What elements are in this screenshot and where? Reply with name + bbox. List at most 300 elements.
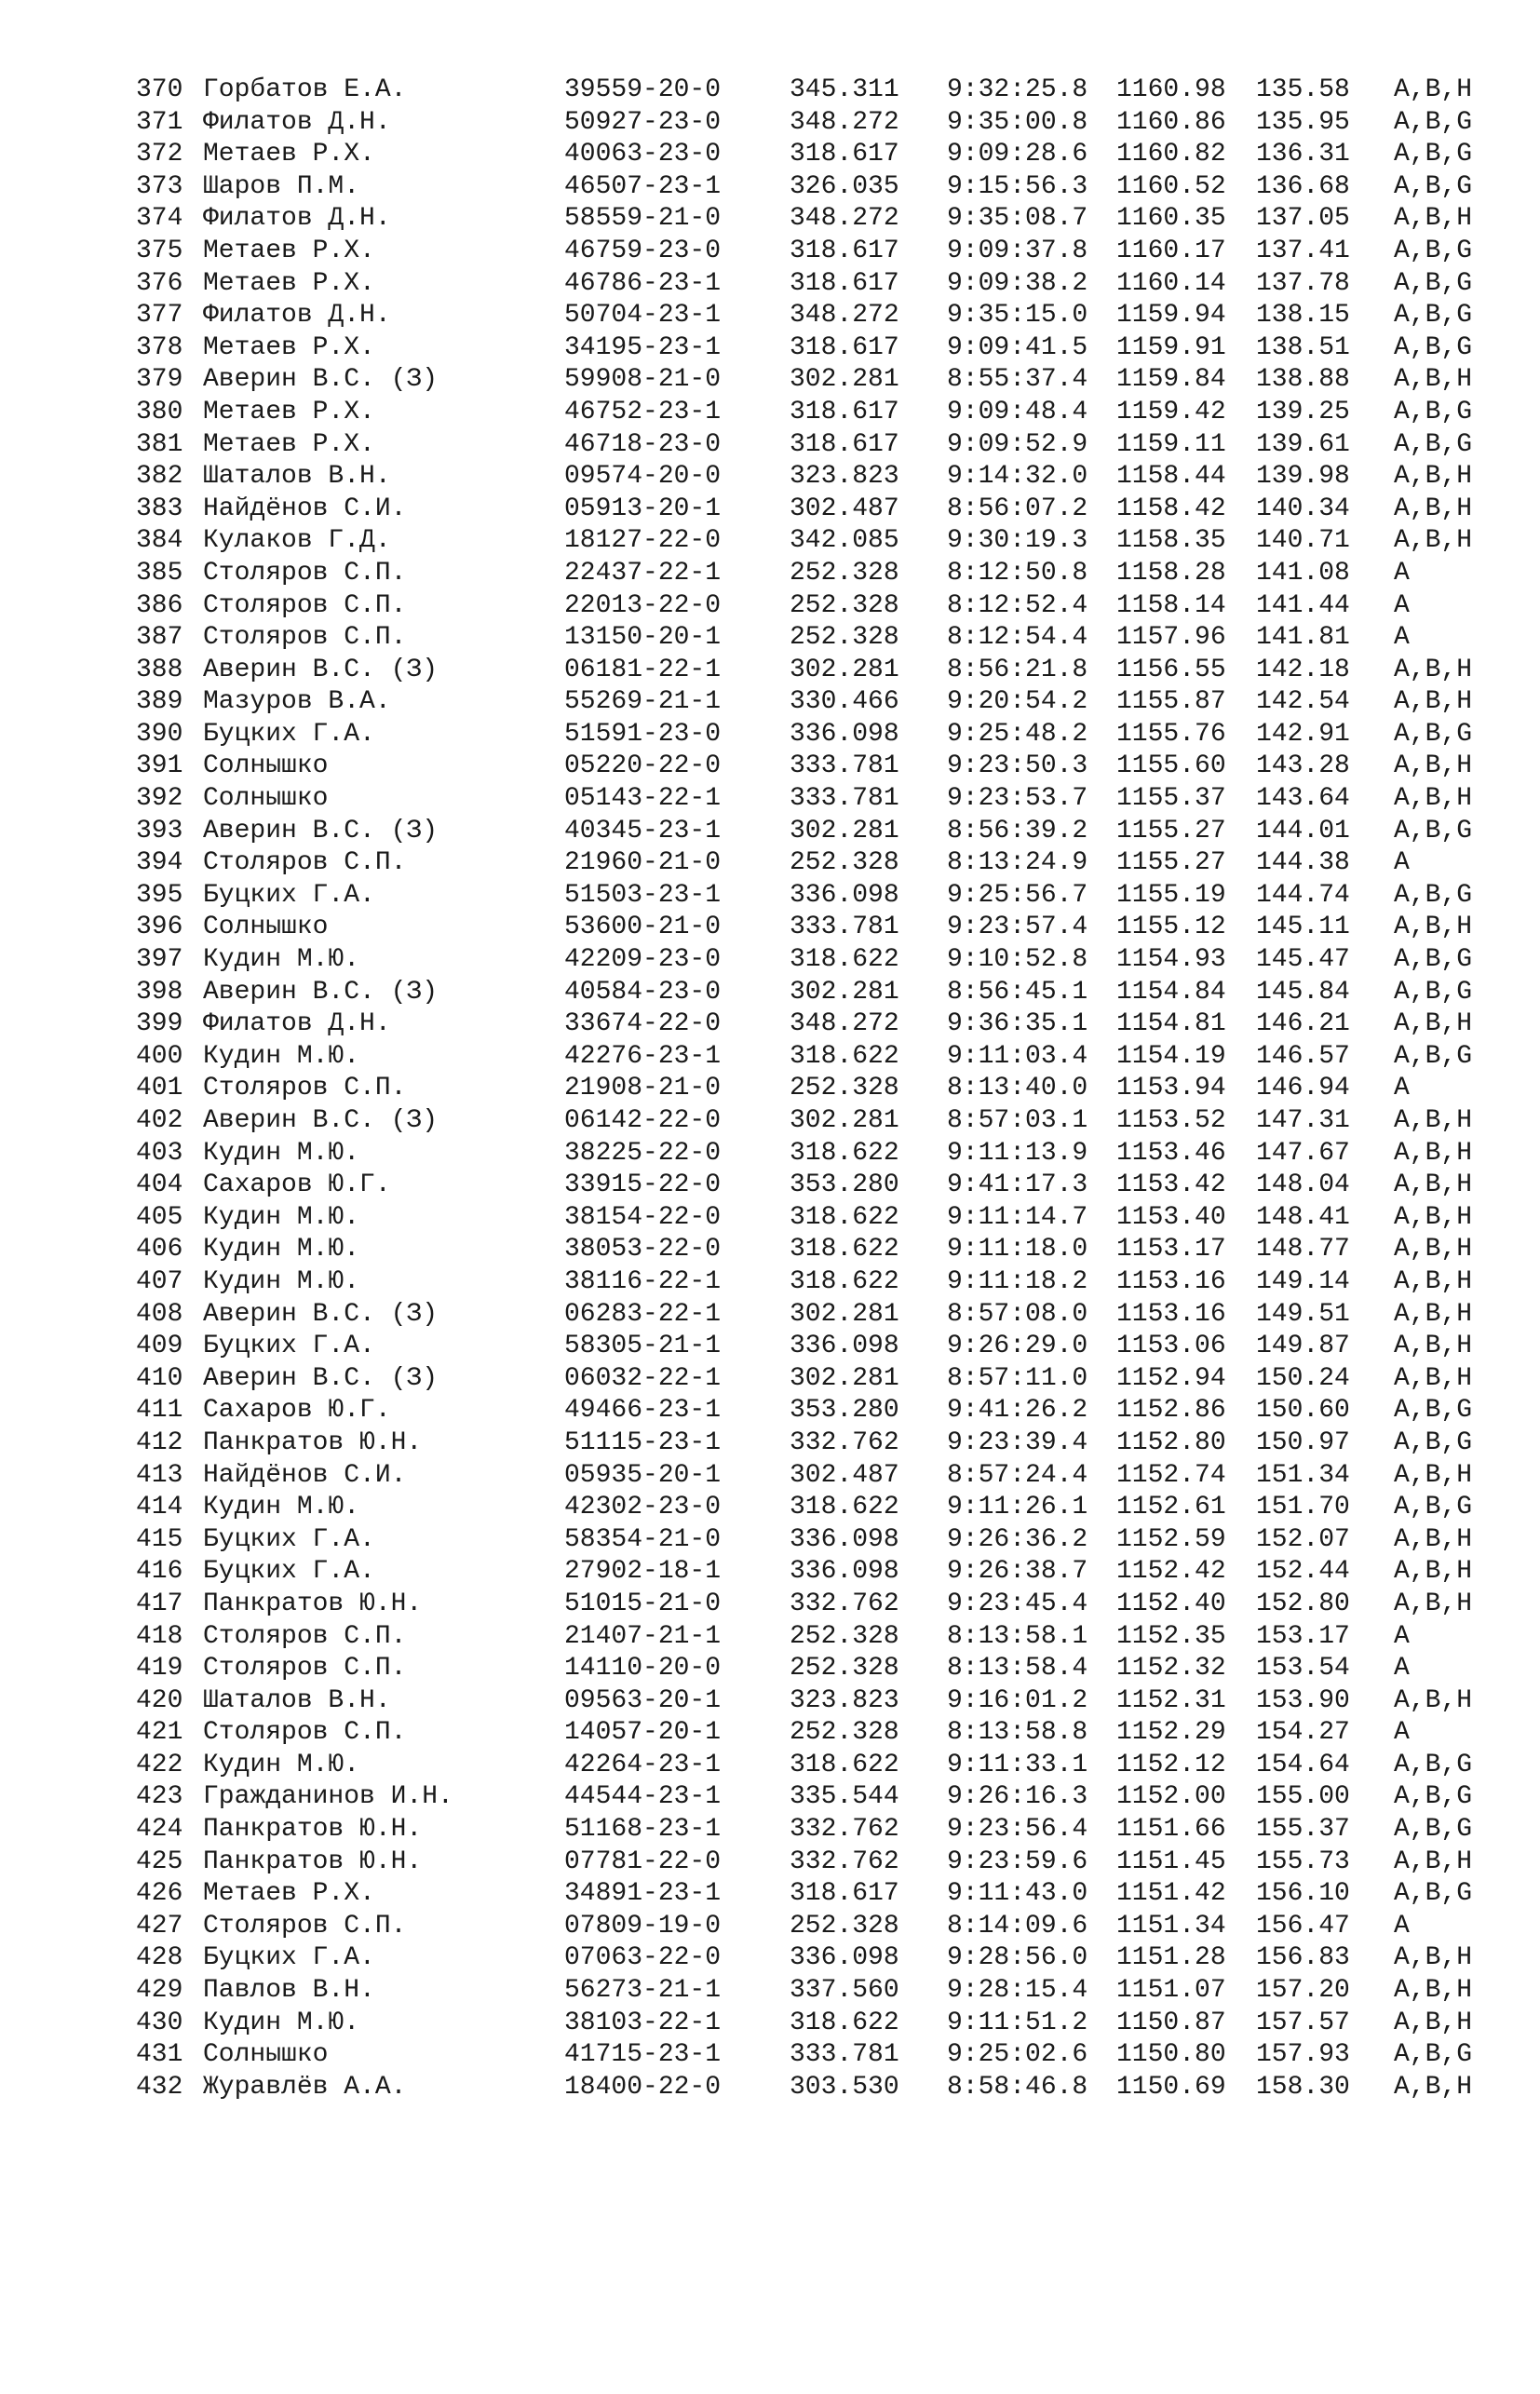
speed-value: 1150.80 bbox=[1116, 2040, 1226, 2070]
coefficient-value: 153.54 bbox=[1256, 1654, 1350, 1684]
flight-time: 9:25:56.7 bbox=[947, 880, 1088, 910]
category-codes: A bbox=[1394, 623, 1410, 653]
category-codes: A,B,H bbox=[1394, 204, 1473, 234]
speed-value: 1152.32 bbox=[1116, 1654, 1226, 1684]
place-number: 402 bbox=[136, 1106, 183, 1135]
speed-value: 1158.35 bbox=[1116, 526, 1226, 556]
flight-time: 9:09:38.2 bbox=[947, 268, 1088, 298]
category-codes: A,B,G bbox=[1394, 107, 1473, 137]
speed-value: 1160.98 bbox=[1116, 75, 1226, 104]
flight-time: 8:57:24.4 bbox=[947, 1460, 1088, 1490]
coefficient-value: 151.70 bbox=[1256, 1493, 1350, 1522]
distance-value: 318.617 bbox=[790, 332, 899, 362]
flight-time: 8:57:11.0 bbox=[947, 1363, 1088, 1393]
fancier-name: Солнышко bbox=[203, 2040, 329, 2070]
flight-time: 9:09:37.8 bbox=[947, 236, 1088, 265]
speed-value: 1158.14 bbox=[1116, 590, 1226, 620]
category-codes: A,B,H bbox=[1394, 1138, 1473, 1168]
flight-time: 9:11:03.4 bbox=[947, 1041, 1088, 1071]
place-number: 408 bbox=[136, 1299, 183, 1329]
result-row bbox=[0, 300, 1540, 332]
coefficient-value: 154.27 bbox=[1256, 1718, 1350, 1748]
fancier-name: Солнышко bbox=[203, 751, 329, 781]
distance-value: 252.328 bbox=[790, 1621, 899, 1651]
speed-value: 1153.17 bbox=[1116, 1235, 1226, 1265]
flight-time: 9:11:14.7 bbox=[947, 1202, 1088, 1232]
coefficient-value: 152.44 bbox=[1256, 1557, 1350, 1587]
flight-time: 9:11:18.2 bbox=[947, 1266, 1088, 1296]
coefficient-value: 137.41 bbox=[1256, 236, 1350, 265]
speed-value: 1159.84 bbox=[1116, 365, 1226, 395]
category-codes: A,B,H bbox=[1394, 462, 1473, 492]
result-row bbox=[0, 1202, 1540, 1235]
result-row bbox=[0, 1460, 1540, 1493]
coefficient-value: 147.31 bbox=[1256, 1106, 1350, 1135]
category-codes: A,B,G bbox=[1394, 1041, 1473, 1071]
ring-number: 42264-23-1 bbox=[564, 1750, 722, 1779]
place-number: 429 bbox=[136, 1976, 183, 2006]
distance-value: 333.781 bbox=[790, 751, 899, 781]
distance-value: 348.272 bbox=[790, 1009, 899, 1039]
speed-value: 1152.74 bbox=[1116, 1460, 1226, 1490]
category-codes: A,B,H bbox=[1394, 1106, 1473, 1135]
distance-value: 337.560 bbox=[790, 1976, 899, 2006]
place-number: 397 bbox=[136, 945, 183, 975]
category-codes: A bbox=[1394, 1718, 1410, 1748]
category-codes: A,B,G bbox=[1394, 140, 1473, 169]
flight-time: 9:23:45.4 bbox=[947, 1589, 1088, 1618]
fancier-name: Столяров С.П. bbox=[203, 558, 407, 588]
result-row bbox=[0, 1717, 1540, 1750]
ring-number: 59908-21-0 bbox=[564, 365, 722, 395]
ring-number: 05913-20-1 bbox=[564, 494, 722, 523]
place-number: 425 bbox=[136, 1846, 183, 1876]
coefficient-value: 156.10 bbox=[1256, 1879, 1350, 1909]
category-codes: A,B,G bbox=[1394, 1750, 1473, 1779]
result-row bbox=[0, 622, 1540, 655]
coefficient-value: 137.05 bbox=[1256, 204, 1350, 234]
distance-value: 318.622 bbox=[790, 1266, 899, 1296]
coefficient-value: 157.93 bbox=[1256, 2040, 1350, 2070]
place-number: 393 bbox=[136, 816, 183, 845]
place-number: 383 bbox=[136, 494, 183, 523]
fancier-name: Кудин М.Ю. bbox=[203, 1138, 360, 1168]
flight-time: 8:57:03.1 bbox=[947, 1106, 1088, 1135]
flight-time: 9:16:01.2 bbox=[947, 1685, 1088, 1715]
speed-value: 1160.14 bbox=[1116, 268, 1226, 298]
ring-number: 07781-22-0 bbox=[564, 1846, 722, 1876]
distance-value: 302.281 bbox=[790, 655, 899, 684]
distance-value: 332.762 bbox=[790, 1815, 899, 1845]
ring-number: 51503-23-1 bbox=[564, 880, 722, 910]
ring-number: 09563-20-1 bbox=[564, 1685, 722, 1715]
distance-value: 330.466 bbox=[790, 687, 899, 717]
fancier-name: Столяров С.П. bbox=[203, 1654, 407, 1684]
place-number: 428 bbox=[136, 1943, 183, 1973]
flight-time: 9:41:17.3 bbox=[947, 1170, 1088, 1200]
distance-value: 318.622 bbox=[790, 1202, 899, 1232]
flight-time: 9:25:48.2 bbox=[947, 719, 1088, 749]
result-row bbox=[0, 1685, 1540, 1718]
place-number: 380 bbox=[136, 397, 183, 426]
distance-value: 252.328 bbox=[790, 1654, 899, 1684]
speed-value: 1151.42 bbox=[1116, 1879, 1226, 1909]
ring-number: 18127-22-0 bbox=[564, 526, 722, 556]
flight-time: 9:09:52.9 bbox=[947, 429, 1088, 459]
ring-number: 51168-23-1 bbox=[564, 1815, 722, 1845]
speed-value: 1154.84 bbox=[1116, 977, 1226, 1007]
flight-time: 8:58:46.8 bbox=[947, 2072, 1088, 2102]
flight-time: 9:25:02.6 bbox=[947, 2040, 1088, 2070]
fancier-name: Метаев Р.Х. bbox=[203, 140, 375, 169]
category-codes: A,B,G bbox=[1394, 2040, 1473, 2070]
flight-time: 9:09:41.5 bbox=[947, 332, 1088, 362]
place-number: 386 bbox=[136, 590, 183, 620]
coefficient-value: 155.00 bbox=[1256, 1782, 1350, 1812]
coefficient-value: 146.21 bbox=[1256, 1009, 1350, 1039]
ring-number: 42209-23-0 bbox=[564, 945, 722, 975]
fancier-name: Метаев Р.Х. bbox=[203, 332, 375, 362]
flight-time: 9:11:33.1 bbox=[947, 1750, 1088, 1779]
fancier-name: Найдёнов С.И. bbox=[203, 494, 407, 523]
flight-time: 9:23:57.4 bbox=[947, 913, 1088, 942]
result-row bbox=[0, 1942, 1540, 1975]
speed-value: 1155.87 bbox=[1116, 687, 1226, 717]
coefficient-value: 155.37 bbox=[1256, 1815, 1350, 1845]
ring-number: 38053-22-0 bbox=[564, 1235, 722, 1265]
distance-value: 318.617 bbox=[790, 268, 899, 298]
flight-time: 8:56:07.2 bbox=[947, 494, 1088, 523]
result-row bbox=[0, 236, 1540, 268]
result-row bbox=[0, 816, 1540, 848]
category-codes: A,B,G bbox=[1394, 945, 1473, 975]
place-number: 389 bbox=[136, 687, 183, 717]
speed-value: 1153.16 bbox=[1116, 1299, 1226, 1329]
place-number: 400 bbox=[136, 1041, 183, 1071]
flight-time: 9:26:29.0 bbox=[947, 1332, 1088, 1361]
fancier-name: Павлов В.Н. bbox=[203, 1976, 375, 2006]
ring-number: 21960-21-0 bbox=[564, 848, 722, 878]
ring-number: 21407-21-1 bbox=[564, 1621, 722, 1651]
speed-value: 1155.76 bbox=[1116, 719, 1226, 749]
speed-value: 1152.29 bbox=[1116, 1718, 1226, 1748]
flight-time: 8:13:58.1 bbox=[947, 1621, 1088, 1651]
place-number: 431 bbox=[136, 2040, 183, 2070]
distance-value: 303.530 bbox=[790, 2072, 899, 2102]
coefficient-value: 157.57 bbox=[1256, 2008, 1350, 2037]
ring-number: 34195-23-1 bbox=[564, 332, 722, 362]
flight-time: 9:23:56.4 bbox=[947, 1815, 1088, 1845]
coefficient-value: 152.80 bbox=[1256, 1589, 1350, 1618]
result-row bbox=[0, 1589, 1540, 1621]
category-codes: A bbox=[1394, 558, 1410, 588]
distance-value: 353.280 bbox=[790, 1170, 899, 1200]
place-number: 409 bbox=[136, 1332, 183, 1361]
speed-value: 1151.28 bbox=[1116, 1943, 1226, 1973]
coefficient-value: 145.11 bbox=[1256, 913, 1350, 942]
distance-value: 336.098 bbox=[790, 1332, 899, 1361]
result-row bbox=[0, 1138, 1540, 1170]
distance-value: 252.328 bbox=[790, 558, 899, 588]
ring-number: 39559-20-0 bbox=[564, 75, 722, 104]
flight-time: 9:23:39.4 bbox=[947, 1427, 1088, 1457]
coefficient-value: 146.94 bbox=[1256, 1074, 1350, 1103]
place-number: 406 bbox=[136, 1235, 183, 1265]
category-codes: A,B,H bbox=[1394, 1332, 1473, 1361]
coefficient-value: 153.90 bbox=[1256, 1685, 1350, 1715]
result-row bbox=[0, 139, 1540, 171]
fancier-name: Шаталов В.Н. bbox=[203, 1685, 391, 1715]
flight-time: 8:13:58.4 bbox=[947, 1654, 1088, 1684]
speed-value: 1160.35 bbox=[1116, 204, 1226, 234]
place-number: 396 bbox=[136, 913, 183, 942]
distance-value: 252.328 bbox=[790, 1718, 899, 1748]
fancier-name: Кудин М.Ю. bbox=[203, 1041, 360, 1071]
category-codes: A,B,G bbox=[1394, 1782, 1473, 1812]
ring-number: 58559-21-0 bbox=[564, 204, 722, 234]
flight-time: 8:12:50.8 bbox=[947, 558, 1088, 588]
category-codes: A,B,H bbox=[1394, 1202, 1473, 1232]
place-number: 381 bbox=[136, 429, 183, 459]
category-codes: A,B,G bbox=[1394, 1815, 1473, 1845]
category-codes: A,B,G bbox=[1394, 301, 1473, 331]
category-codes: A,B,G bbox=[1394, 977, 1473, 1007]
ring-number: 50704-23-1 bbox=[564, 301, 722, 331]
ring-number: 22013-22-0 bbox=[564, 590, 722, 620]
distance-value: 318.622 bbox=[790, 945, 899, 975]
category-codes: A,B,H bbox=[1394, 687, 1473, 717]
coefficient-value: 141.44 bbox=[1256, 590, 1350, 620]
coefficient-value: 141.08 bbox=[1256, 558, 1350, 588]
flight-time: 9:26:38.7 bbox=[947, 1557, 1088, 1587]
result-row bbox=[0, 1041, 1540, 1074]
ring-number: 42276-23-1 bbox=[564, 1041, 722, 1071]
distance-value: 333.781 bbox=[790, 913, 899, 942]
speed-value: 1158.42 bbox=[1116, 494, 1226, 523]
result-row bbox=[0, 1975, 1540, 2008]
fancier-name: Аверин В.С. (З) bbox=[203, 365, 439, 395]
flight-time: 9:14:32.0 bbox=[947, 462, 1088, 492]
ring-number: 07063-22-0 bbox=[564, 1943, 722, 1973]
ring-number: 46507-23-1 bbox=[564, 171, 722, 201]
result-row bbox=[0, 268, 1540, 301]
coefficient-value: 139.25 bbox=[1256, 397, 1350, 426]
category-codes: A bbox=[1394, 1074, 1410, 1103]
place-number: 377 bbox=[136, 301, 183, 331]
place-number: 379 bbox=[136, 365, 183, 395]
speed-value: 1152.59 bbox=[1116, 1524, 1226, 1554]
category-codes: A,B,H bbox=[1394, 1685, 1473, 1715]
result-row bbox=[0, 847, 1540, 880]
result-row bbox=[0, 1331, 1540, 1363]
coefficient-value: 144.38 bbox=[1256, 848, 1350, 878]
flight-time: 8:12:52.4 bbox=[947, 590, 1088, 620]
fancier-name: Филатов Д.Н. bbox=[203, 107, 391, 137]
fancier-name: Горбатов Е.А. bbox=[203, 75, 407, 104]
coefficient-value: 142.18 bbox=[1256, 655, 1350, 684]
distance-value: 318.617 bbox=[790, 397, 899, 426]
ring-number: 06283-22-1 bbox=[564, 1299, 722, 1329]
flight-time: 9:41:26.2 bbox=[947, 1396, 1088, 1426]
category-codes: A bbox=[1394, 1654, 1410, 1684]
ring-number: 38116-22-1 bbox=[564, 1266, 722, 1296]
fancier-name: Метаев Р.Х. bbox=[203, 397, 375, 426]
distance-value: 302.487 bbox=[790, 1460, 899, 1490]
distance-value: 252.328 bbox=[790, 623, 899, 653]
fancier-name: Аверин В.С. (З) bbox=[203, 977, 439, 1007]
coefficient-value: 142.54 bbox=[1256, 687, 1350, 717]
flight-time: 8:14:09.6 bbox=[947, 1911, 1088, 1941]
speed-value: 1153.06 bbox=[1116, 1332, 1226, 1361]
place-number: 417 bbox=[136, 1589, 183, 1618]
ring-number: 40063-23-0 bbox=[564, 140, 722, 169]
category-codes: A,B,G bbox=[1394, 1493, 1473, 1522]
coefficient-value: 156.83 bbox=[1256, 1943, 1350, 1973]
distance-value: 318.622 bbox=[790, 1235, 899, 1265]
speed-value: 1151.07 bbox=[1116, 1976, 1226, 2006]
ring-number: 55269-21-1 bbox=[564, 687, 722, 717]
speed-value: 1159.91 bbox=[1116, 332, 1226, 362]
fancier-name: Столяров С.П. bbox=[203, 848, 407, 878]
flight-time: 8:13:58.8 bbox=[947, 1718, 1088, 1748]
place-number: 420 bbox=[136, 1685, 183, 1715]
distance-value: 302.281 bbox=[790, 1106, 899, 1135]
coefficient-value: 142.91 bbox=[1256, 719, 1350, 749]
category-codes: A,B,H bbox=[1394, 1299, 1473, 1329]
speed-value: 1150.69 bbox=[1116, 2072, 1226, 2102]
ring-number: 05143-22-1 bbox=[564, 784, 722, 814]
place-number: 374 bbox=[136, 204, 183, 234]
category-codes: A,B,G bbox=[1394, 236, 1473, 265]
ring-number: 51015-21-0 bbox=[564, 1589, 722, 1618]
place-number: 421 bbox=[136, 1718, 183, 1748]
result-row bbox=[0, 364, 1540, 397]
flight-time: 8:56:21.8 bbox=[947, 655, 1088, 684]
speed-value: 1155.37 bbox=[1116, 784, 1226, 814]
speed-value: 1155.19 bbox=[1116, 880, 1226, 910]
ring-number: 06181-22-1 bbox=[564, 655, 722, 684]
ring-number: 46718-23-0 bbox=[564, 429, 722, 459]
result-row bbox=[0, 751, 1540, 783]
result-row bbox=[0, 912, 1540, 944]
coefficient-value: 146.57 bbox=[1256, 1041, 1350, 1071]
speed-value: 1155.12 bbox=[1116, 913, 1226, 942]
ring-number: 05935-20-1 bbox=[564, 1460, 722, 1490]
result-row bbox=[0, 1556, 1540, 1589]
flight-time: 9:09:48.4 bbox=[947, 397, 1088, 426]
speed-value: 1152.31 bbox=[1116, 1685, 1226, 1715]
category-codes: A,B,H bbox=[1394, 1557, 1473, 1587]
fancier-name: Кудин М.Ю. bbox=[203, 1202, 360, 1232]
result-row bbox=[0, 1105, 1540, 1138]
place-number: 372 bbox=[136, 140, 183, 169]
coefficient-value: 158.30 bbox=[1256, 2072, 1350, 2102]
fancier-name: Аверин В.С. (З) bbox=[203, 655, 439, 684]
place-number: 415 bbox=[136, 1524, 183, 1554]
ring-number: 46752-23-1 bbox=[564, 397, 722, 426]
result-row bbox=[0, 494, 1540, 526]
distance-value: 252.328 bbox=[790, 1074, 899, 1103]
distance-value: 302.281 bbox=[790, 1299, 899, 1329]
flight-time: 9:28:56.0 bbox=[947, 1943, 1088, 1973]
place-number: 388 bbox=[136, 655, 183, 684]
category-codes: A,B,H bbox=[1394, 2008, 1473, 2037]
distance-value: 302.281 bbox=[790, 365, 899, 395]
category-codes: A,B,H bbox=[1394, 1589, 1473, 1618]
distance-value: 335.544 bbox=[790, 1782, 899, 1812]
distance-value: 302.281 bbox=[790, 977, 899, 1007]
coefficient-value: 148.04 bbox=[1256, 1170, 1350, 1200]
coefficient-value: 140.71 bbox=[1256, 526, 1350, 556]
place-number: 382 bbox=[136, 462, 183, 492]
speed-value: 1152.35 bbox=[1116, 1621, 1226, 1651]
speed-value: 1155.27 bbox=[1116, 848, 1226, 878]
flight-time: 9:20:54.2 bbox=[947, 687, 1088, 717]
place-number: 426 bbox=[136, 1879, 183, 1909]
speed-value: 1153.46 bbox=[1116, 1138, 1226, 1168]
coefficient-value: 157.20 bbox=[1256, 1976, 1350, 2006]
fancier-name: Солнышко bbox=[203, 913, 329, 942]
fancier-name: Столяров С.П. bbox=[203, 590, 407, 620]
ring-number: 44544-23-1 bbox=[564, 1782, 722, 1812]
speed-value: 1154.81 bbox=[1116, 1009, 1226, 1039]
place-number: 398 bbox=[136, 977, 183, 1007]
place-number: 404 bbox=[136, 1170, 183, 1200]
category-codes: A,B,H bbox=[1394, 1524, 1473, 1554]
place-number: 399 bbox=[136, 1009, 183, 1039]
place-number: 378 bbox=[136, 332, 183, 362]
distance-value: 323.823 bbox=[790, 1685, 899, 1715]
fancier-name: Столяров С.П. bbox=[203, 1074, 407, 1103]
speed-value: 1153.42 bbox=[1116, 1170, 1226, 1200]
speed-value: 1152.86 bbox=[1116, 1396, 1226, 1426]
result-row bbox=[0, 655, 1540, 687]
result-row bbox=[0, 2008, 1540, 2040]
place-number: 371 bbox=[136, 107, 183, 137]
flight-time: 8:57:08.0 bbox=[947, 1299, 1088, 1329]
fancier-name: Сахаров Ю.Г. bbox=[203, 1396, 391, 1426]
fancier-name: Аверин В.С. (З) bbox=[203, 1363, 439, 1393]
category-codes: A bbox=[1394, 1621, 1410, 1651]
flight-time: 9:09:28.6 bbox=[947, 140, 1088, 169]
ring-number: 09574-20-0 bbox=[564, 462, 722, 492]
coefficient-value: 156.47 bbox=[1256, 1911, 1350, 1941]
result-row bbox=[0, 686, 1540, 719]
result-row bbox=[0, 977, 1540, 1009]
category-codes: A,B,G bbox=[1394, 719, 1473, 749]
place-number: 410 bbox=[136, 1363, 183, 1393]
distance-value: 348.272 bbox=[790, 301, 899, 331]
result-row bbox=[0, 1492, 1540, 1524]
place-number: 427 bbox=[136, 1911, 183, 1941]
category-codes: A,B,H bbox=[1394, 1460, 1473, 1490]
distance-value: 318.622 bbox=[790, 1493, 899, 1522]
flight-time: 9:11:51.2 bbox=[947, 2008, 1088, 2037]
speed-value: 1151.34 bbox=[1116, 1911, 1226, 1941]
distance-value: 332.762 bbox=[790, 1427, 899, 1457]
fancier-name: Буцких Г.А. bbox=[203, 1943, 375, 1973]
result-row bbox=[0, 1621, 1540, 1654]
flight-time: 9:35:08.7 bbox=[947, 204, 1088, 234]
speed-value: 1153.40 bbox=[1116, 1202, 1226, 1232]
category-codes: A,B,G bbox=[1394, 1396, 1473, 1426]
place-number: 422 bbox=[136, 1750, 183, 1779]
result-row bbox=[0, 1911, 1540, 1943]
flight-time: 9:30:19.3 bbox=[947, 526, 1088, 556]
flight-time: 8:13:40.0 bbox=[947, 1074, 1088, 1103]
coefficient-value: 155.73 bbox=[1256, 1846, 1350, 1876]
category-codes: A,B,H bbox=[1394, 1363, 1473, 1393]
